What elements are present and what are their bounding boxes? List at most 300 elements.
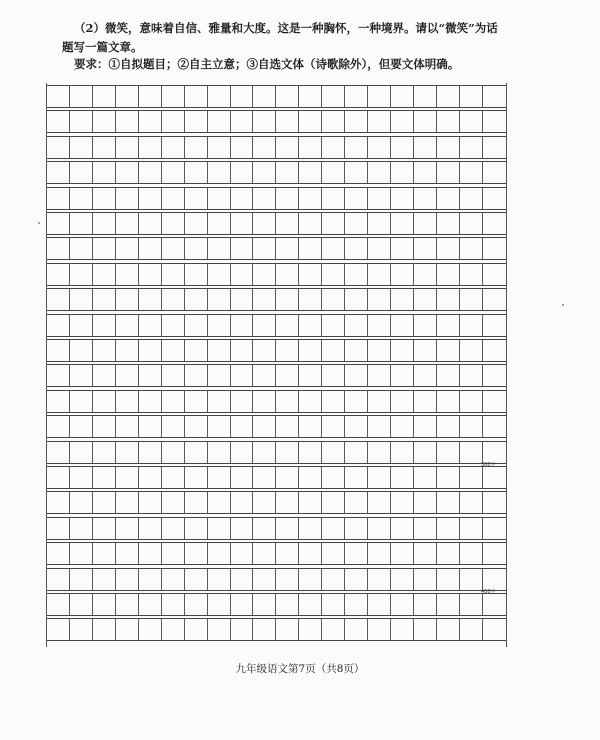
grid-cell[interactable] xyxy=(139,340,162,361)
grid-cell[interactable] xyxy=(276,619,299,640)
grid-cell[interactable] xyxy=(299,264,322,285)
grid-cell[interactable] xyxy=(437,518,460,539)
grid-cell[interactable] xyxy=(47,188,70,209)
grid-cell[interactable] xyxy=(460,315,483,336)
grid-cell[interactable] xyxy=(93,111,116,132)
grid-cell[interactable] xyxy=(437,365,460,386)
grid-cell[interactable] xyxy=(70,315,93,336)
grid-cell[interactable] xyxy=(231,365,254,386)
grid-cell[interactable] xyxy=(368,213,391,234)
grid-cell[interactable] xyxy=(391,264,414,285)
grid-cell[interactable] xyxy=(276,543,299,564)
grid-cell[interactable] xyxy=(139,111,162,132)
grid-cell[interactable] xyxy=(368,569,391,590)
grid-cell[interactable] xyxy=(93,569,116,590)
grid-cell[interactable] xyxy=(483,111,506,132)
grid-cell[interactable] xyxy=(276,467,299,488)
grid-cell[interactable] xyxy=(253,467,276,488)
grid-cell[interactable] xyxy=(116,213,139,234)
grid-cell[interactable] xyxy=(253,619,276,640)
grid-cell[interactable] xyxy=(70,569,93,590)
grid-cell[interactable] xyxy=(253,137,276,158)
grid-cell[interactable] xyxy=(253,111,276,132)
grid-cell[interactable] xyxy=(47,467,70,488)
grid-cell[interactable] xyxy=(231,137,254,158)
grid-cell[interactable] xyxy=(70,467,93,488)
grid-cell[interactable] xyxy=(162,467,185,488)
grid-cell[interactable] xyxy=(231,467,254,488)
grid-cell[interactable] xyxy=(208,391,231,412)
grid-cell[interactable] xyxy=(208,162,231,183)
grid-cell[interactable] xyxy=(299,289,322,310)
grid-cell[interactable] xyxy=(460,569,483,590)
grid-cell[interactable] xyxy=(208,416,231,437)
grid-cell[interactable] xyxy=(253,289,276,310)
grid-cell[interactable] xyxy=(47,365,70,386)
grid-cell[interactable] xyxy=(414,619,437,640)
grid-cell[interactable] xyxy=(70,442,93,463)
grid-cell[interactable] xyxy=(47,492,70,513)
grid-cell[interactable] xyxy=(414,365,437,386)
grid-cell[interactable] xyxy=(483,365,506,386)
grid-cell[interactable] xyxy=(437,340,460,361)
grid-cell[interactable] xyxy=(299,213,322,234)
grid-cell[interactable] xyxy=(460,467,483,488)
grid-cell[interactable] xyxy=(185,442,208,463)
grid-cell[interactable] xyxy=(116,594,139,615)
grid-cell[interactable] xyxy=(299,238,322,259)
grid-cell[interactable] xyxy=(460,518,483,539)
grid-cell[interactable] xyxy=(299,442,322,463)
grid-cell[interactable] xyxy=(231,111,254,132)
grid-cell[interactable] xyxy=(93,543,116,564)
grid-cell[interactable] xyxy=(437,543,460,564)
grid-cell[interactable] xyxy=(93,594,116,615)
grid-cell[interactable] xyxy=(322,188,345,209)
grid-cell[interactable] xyxy=(483,137,506,158)
grid-cell[interactable] xyxy=(253,543,276,564)
grid-cell[interactable] xyxy=(70,543,93,564)
grid-cell[interactable] xyxy=(253,340,276,361)
grid-cell[interactable] xyxy=(70,340,93,361)
grid-cell[interactable] xyxy=(460,619,483,640)
grid-cell[interactable] xyxy=(345,238,368,259)
grid-cell[interactable] xyxy=(208,518,231,539)
grid-cell[interactable] xyxy=(208,569,231,590)
grid-cell[interactable] xyxy=(70,518,93,539)
grid-cell[interactable] xyxy=(139,162,162,183)
grid-cell[interactable] xyxy=(437,442,460,463)
grid-cell[interactable] xyxy=(253,492,276,513)
grid-cell[interactable] xyxy=(460,111,483,132)
grid-cell[interactable] xyxy=(276,340,299,361)
grid-cell[interactable] xyxy=(162,111,185,132)
grid-cell[interactable] xyxy=(93,365,116,386)
grid-cell[interactable] xyxy=(93,442,116,463)
grid-cell[interactable] xyxy=(299,315,322,336)
grid-cell[interactable] xyxy=(483,492,506,513)
grid-cell[interactable] xyxy=(70,619,93,640)
grid-cell[interactable] xyxy=(162,594,185,615)
grid-cell[interactable] xyxy=(483,238,506,259)
grid-cell[interactable] xyxy=(391,162,414,183)
grid-cell[interactable] xyxy=(185,315,208,336)
grid-cell[interactable] xyxy=(322,213,345,234)
grid-cell[interactable] xyxy=(299,594,322,615)
grid-cell[interactable] xyxy=(437,467,460,488)
grid-cell[interactable] xyxy=(47,594,70,615)
grid-cell[interactable] xyxy=(70,238,93,259)
grid-cell[interactable] xyxy=(414,518,437,539)
grid-cell[interactable] xyxy=(391,619,414,640)
grid-cell[interactable] xyxy=(368,518,391,539)
grid-cell[interactable] xyxy=(414,315,437,336)
grid-cell[interactable] xyxy=(322,162,345,183)
grid-cell[interactable] xyxy=(368,315,391,336)
grid-cell[interactable] xyxy=(93,518,116,539)
grid-cell[interactable] xyxy=(139,238,162,259)
grid-cell[interactable] xyxy=(322,365,345,386)
grid-cell[interactable] xyxy=(322,137,345,158)
grid-cell[interactable] xyxy=(162,416,185,437)
grid-cell[interactable] xyxy=(368,188,391,209)
grid-cell[interactable] xyxy=(437,391,460,412)
grid-cell[interactable] xyxy=(93,391,116,412)
grid-cell[interactable] xyxy=(345,86,368,107)
grid-cell[interactable] xyxy=(414,594,437,615)
grid-cell[interactable] xyxy=(322,391,345,412)
grid-cell[interactable] xyxy=(116,365,139,386)
grid-cell[interactable] xyxy=(437,264,460,285)
grid-cell[interactable] xyxy=(299,86,322,107)
grid-cell[interactable] xyxy=(139,619,162,640)
grid-cell[interactable] xyxy=(208,315,231,336)
grid-cell[interactable] xyxy=(391,518,414,539)
grid-cell[interactable] xyxy=(345,416,368,437)
grid-cell[interactable] xyxy=(345,619,368,640)
grid-cell[interactable] xyxy=(139,86,162,107)
grid-cell[interactable] xyxy=(345,188,368,209)
grid-cell[interactable] xyxy=(231,264,254,285)
grid-cell[interactable] xyxy=(139,594,162,615)
grid-cell[interactable] xyxy=(116,442,139,463)
grid-cell[interactable] xyxy=(345,442,368,463)
grid-cell[interactable] xyxy=(139,213,162,234)
grid-cell[interactable] xyxy=(70,162,93,183)
grid-cell[interactable] xyxy=(299,137,322,158)
grid-cell[interactable] xyxy=(231,238,254,259)
grid-cell[interactable] xyxy=(391,416,414,437)
grid-cell[interactable] xyxy=(322,619,345,640)
grid-cell[interactable] xyxy=(299,365,322,386)
grid-cell[interactable] xyxy=(116,111,139,132)
grid-cell[interactable] xyxy=(368,416,391,437)
grid-cell[interactable] xyxy=(47,340,70,361)
grid-cell[interactable] xyxy=(391,111,414,132)
grid-cell[interactable] xyxy=(116,188,139,209)
grid-cell[interactable] xyxy=(391,442,414,463)
grid-cell[interactable] xyxy=(162,518,185,539)
grid-cell[interactable] xyxy=(139,467,162,488)
grid-cell[interactable] xyxy=(345,315,368,336)
grid-cell[interactable] xyxy=(414,86,437,107)
grid-cell[interactable] xyxy=(276,391,299,412)
grid-cell[interactable] xyxy=(276,137,299,158)
grid-cell[interactable] xyxy=(185,492,208,513)
grid-cell[interactable] xyxy=(483,86,506,107)
grid-cell[interactable] xyxy=(231,188,254,209)
grid-cell[interactable] xyxy=(93,137,116,158)
grid-cell[interactable] xyxy=(116,518,139,539)
grid-cell[interactable] xyxy=(70,289,93,310)
grid-cell[interactable] xyxy=(391,340,414,361)
grid-cell[interactable] xyxy=(253,264,276,285)
grid-cell[interactable] xyxy=(185,518,208,539)
grid-cell[interactable] xyxy=(322,594,345,615)
grid-cell[interactable] xyxy=(483,340,506,361)
grid-cell[interactable] xyxy=(483,391,506,412)
grid-cell[interactable] xyxy=(70,188,93,209)
grid-cell[interactable] xyxy=(139,137,162,158)
grid-cell[interactable] xyxy=(116,86,139,107)
grid-cell[interactable] xyxy=(368,340,391,361)
grid-cell[interactable] xyxy=(322,315,345,336)
grid-cell[interactable] xyxy=(47,111,70,132)
grid-cell[interactable] xyxy=(162,137,185,158)
grid-cell[interactable] xyxy=(483,543,506,564)
grid-cell[interactable] xyxy=(414,137,437,158)
grid-cell[interactable] xyxy=(47,416,70,437)
grid-cell[interactable] xyxy=(391,188,414,209)
grid-cell[interactable] xyxy=(185,264,208,285)
grid-cell[interactable] xyxy=(47,518,70,539)
grid-cell[interactable] xyxy=(414,111,437,132)
grid-cell[interactable] xyxy=(460,391,483,412)
grid-cell[interactable] xyxy=(322,492,345,513)
grid-cell[interactable] xyxy=(345,518,368,539)
grid-cell[interactable] xyxy=(185,543,208,564)
grid-cell[interactable] xyxy=(231,492,254,513)
grid-cell[interactable] xyxy=(299,569,322,590)
grid-cell[interactable] xyxy=(185,365,208,386)
grid-cell[interactable] xyxy=(253,86,276,107)
grid-cell[interactable] xyxy=(276,416,299,437)
grid-cell[interactable] xyxy=(93,86,116,107)
grid-cell[interactable] xyxy=(185,86,208,107)
grid-cell[interactable] xyxy=(322,86,345,107)
grid-cell[interactable] xyxy=(47,391,70,412)
grid-cell[interactable] xyxy=(162,391,185,412)
grid-cell[interactable] xyxy=(162,238,185,259)
grid-cell[interactable] xyxy=(185,391,208,412)
grid-cell[interactable] xyxy=(483,416,506,437)
grid-cell[interactable] xyxy=(162,543,185,564)
grid-cell[interactable] xyxy=(460,289,483,310)
grid-cell[interactable] xyxy=(162,569,185,590)
grid-cell[interactable] xyxy=(460,365,483,386)
grid-cell[interactable] xyxy=(299,111,322,132)
grid-cell[interactable] xyxy=(276,442,299,463)
grid-cell[interactable] xyxy=(139,543,162,564)
grid-cell[interactable] xyxy=(345,264,368,285)
grid-cell[interactable] xyxy=(368,391,391,412)
grid-cell[interactable] xyxy=(116,340,139,361)
grid-cell[interactable] xyxy=(70,213,93,234)
grid-cell[interactable] xyxy=(231,442,254,463)
grid-cell[interactable] xyxy=(437,569,460,590)
grid-cell[interactable] xyxy=(460,264,483,285)
grid-cell[interactable] xyxy=(231,315,254,336)
grid-cell[interactable] xyxy=(322,111,345,132)
grid-cell[interactable] xyxy=(414,416,437,437)
grid-cell[interactable] xyxy=(162,162,185,183)
grid-cell[interactable] xyxy=(47,137,70,158)
grid-cell[interactable] xyxy=(253,416,276,437)
grid-cell[interactable] xyxy=(208,86,231,107)
grid-cell[interactable] xyxy=(391,238,414,259)
grid-cell[interactable] xyxy=(185,569,208,590)
grid-cell[interactable] xyxy=(231,289,254,310)
grid-cell[interactable] xyxy=(139,518,162,539)
grid-cell[interactable] xyxy=(483,289,506,310)
grid-cell[interactable] xyxy=(162,492,185,513)
grid-cell[interactable] xyxy=(139,492,162,513)
grid-cell[interactable] xyxy=(162,264,185,285)
grid-cell[interactable] xyxy=(276,365,299,386)
grid-cell[interactable] xyxy=(276,289,299,310)
grid-cell[interactable] xyxy=(460,238,483,259)
grid-cell[interactable] xyxy=(208,188,231,209)
grid-cell[interactable] xyxy=(391,137,414,158)
grid-cell[interactable] xyxy=(208,492,231,513)
grid-cell[interactable] xyxy=(437,416,460,437)
grid-cell[interactable] xyxy=(391,213,414,234)
grid-cell[interactable] xyxy=(208,442,231,463)
grid-cell[interactable] xyxy=(93,492,116,513)
grid-cell[interactable] xyxy=(231,340,254,361)
grid-cell[interactable] xyxy=(322,416,345,437)
grid-cell[interactable] xyxy=(47,162,70,183)
grid-cell[interactable] xyxy=(276,264,299,285)
grid-cell[interactable] xyxy=(276,569,299,590)
grid-cell[interactable] xyxy=(345,111,368,132)
grid-cell[interactable] xyxy=(414,238,437,259)
grid-cell[interactable] xyxy=(322,442,345,463)
grid-cell[interactable] xyxy=(185,467,208,488)
grid-cell[interactable] xyxy=(139,442,162,463)
grid-cell[interactable] xyxy=(437,86,460,107)
grid-cell[interactable] xyxy=(116,238,139,259)
grid-cell[interactable] xyxy=(414,543,437,564)
grid-cell[interactable] xyxy=(253,442,276,463)
grid-cell[interactable] xyxy=(299,188,322,209)
grid-cell[interactable] xyxy=(391,391,414,412)
grid-cell[interactable] xyxy=(460,543,483,564)
grid-cell[interactable] xyxy=(47,619,70,640)
grid-cell[interactable] xyxy=(391,543,414,564)
grid-cell[interactable] xyxy=(208,213,231,234)
grid-cell[interactable] xyxy=(116,264,139,285)
grid-cell[interactable] xyxy=(437,315,460,336)
grid-cell[interactable] xyxy=(483,264,506,285)
grid-cell[interactable] xyxy=(437,162,460,183)
grid-cell[interactable] xyxy=(162,188,185,209)
grid-cell[interactable] xyxy=(299,467,322,488)
grid-cell[interactable] xyxy=(47,213,70,234)
grid-cell[interactable] xyxy=(47,442,70,463)
grid-cell[interactable] xyxy=(185,340,208,361)
grid-cell[interactable] xyxy=(299,518,322,539)
grid-cell[interactable] xyxy=(93,238,116,259)
grid-cell[interactable] xyxy=(483,188,506,209)
grid-cell[interactable] xyxy=(368,238,391,259)
grid-cell[interactable] xyxy=(276,238,299,259)
grid-cell[interactable] xyxy=(322,467,345,488)
grid-cell[interactable] xyxy=(368,492,391,513)
grid-cell[interactable] xyxy=(322,238,345,259)
grid-cell[interactable] xyxy=(162,213,185,234)
grid-cell[interactable] xyxy=(139,416,162,437)
grid-cell[interactable] xyxy=(299,492,322,513)
grid-cell[interactable] xyxy=(345,391,368,412)
grid-cell[interactable] xyxy=(368,619,391,640)
grid-cell[interactable] xyxy=(93,162,116,183)
grid-cell[interactable] xyxy=(139,289,162,310)
grid-cell[interactable] xyxy=(414,467,437,488)
grid-cell[interactable] xyxy=(47,289,70,310)
grid-cell[interactable] xyxy=(345,543,368,564)
grid-cell[interactable] xyxy=(253,594,276,615)
grid-cell[interactable] xyxy=(414,442,437,463)
grid-cell[interactable] xyxy=(391,492,414,513)
grid-cell[interactable] xyxy=(368,111,391,132)
grid-cell[interactable] xyxy=(414,340,437,361)
grid-cell[interactable] xyxy=(460,340,483,361)
grid-cell[interactable] xyxy=(162,315,185,336)
grid-cell[interactable] xyxy=(345,594,368,615)
grid-cell[interactable] xyxy=(185,416,208,437)
grid-cell[interactable] xyxy=(93,289,116,310)
grid-cell[interactable] xyxy=(253,188,276,209)
grid-cell[interactable] xyxy=(185,213,208,234)
grid-cell[interactable] xyxy=(322,264,345,285)
grid-cell[interactable] xyxy=(437,594,460,615)
grid-cell[interactable] xyxy=(368,442,391,463)
grid-cell[interactable] xyxy=(460,137,483,158)
grid-cell[interactable] xyxy=(368,137,391,158)
grid-cell[interactable] xyxy=(483,594,506,615)
grid-cell[interactable] xyxy=(299,543,322,564)
grid-cell[interactable] xyxy=(345,492,368,513)
grid-cell[interactable] xyxy=(276,86,299,107)
grid-cell[interactable] xyxy=(70,492,93,513)
grid-cell[interactable] xyxy=(414,289,437,310)
grid-cell[interactable] xyxy=(483,442,506,463)
grid-cell[interactable] xyxy=(231,518,254,539)
grid-cell[interactable] xyxy=(93,619,116,640)
grid-cell[interactable] xyxy=(162,289,185,310)
grid-cell[interactable] xyxy=(345,569,368,590)
grid-cell[interactable] xyxy=(231,86,254,107)
grid-cell[interactable] xyxy=(345,467,368,488)
grid-cell[interactable] xyxy=(437,111,460,132)
grid-cell[interactable] xyxy=(162,86,185,107)
grid-cell[interactable] xyxy=(47,543,70,564)
grid-cell[interactable] xyxy=(368,86,391,107)
grid-cell[interactable] xyxy=(116,569,139,590)
grid-cell[interactable] xyxy=(299,340,322,361)
grid-cell[interactable] xyxy=(414,213,437,234)
